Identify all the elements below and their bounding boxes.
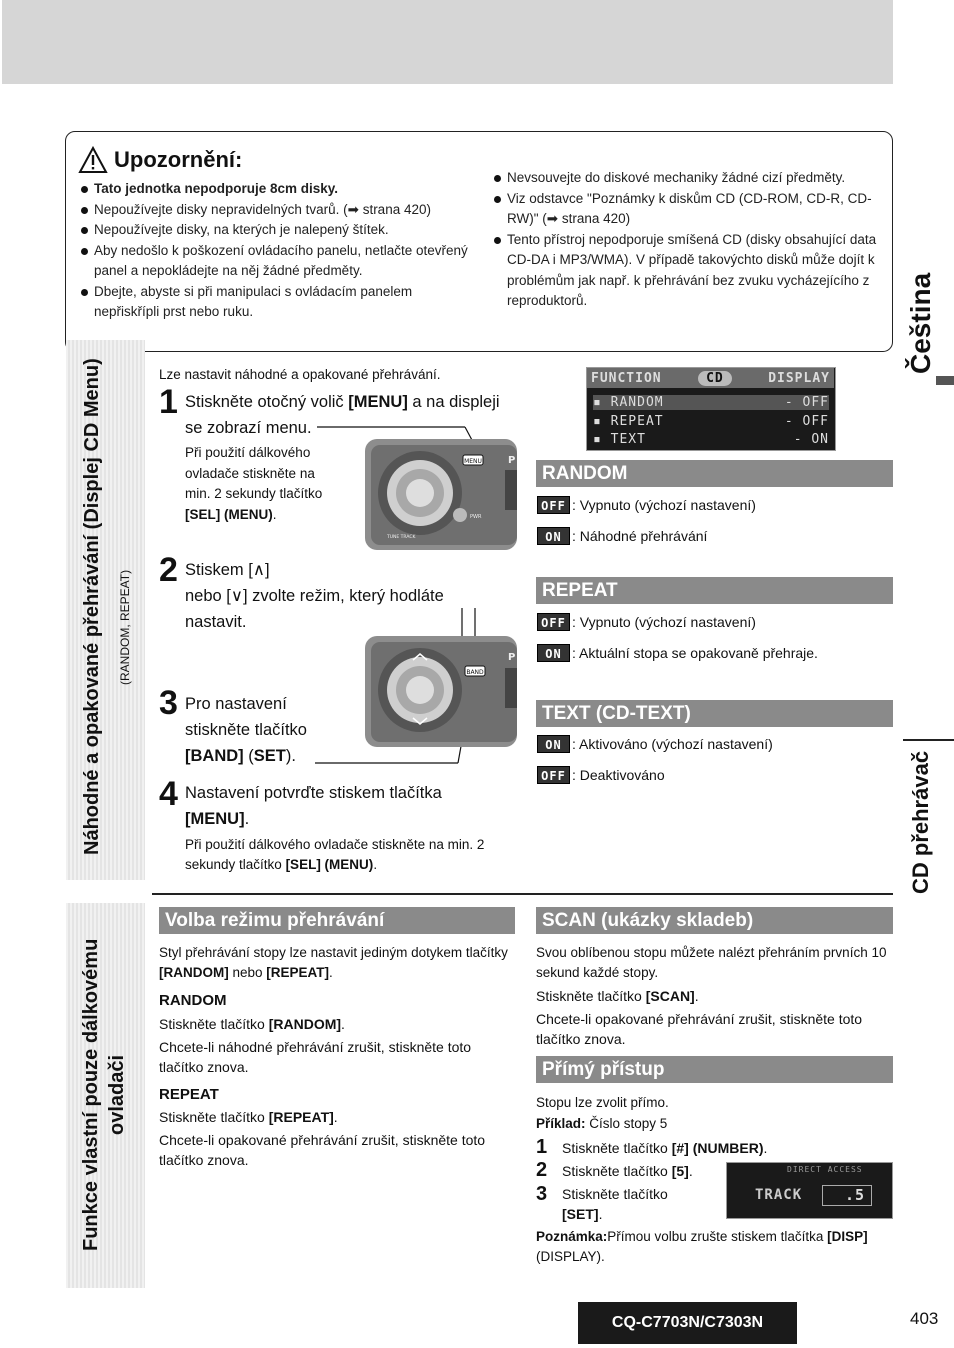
mode-repeat-heading: REPEAT (159, 1086, 219, 1103)
direct-note: Poznámka:Přímou volbu zrušte stiskem tlačítka [DISP] (DISPLAY). (536, 1229, 868, 1264)
text-option: ON : Aktivováno (výchozí nastavení) (537, 735, 773, 753)
repeat-option: ON : Aktuální stopa se opakovaně přehraje. (537, 644, 818, 662)
step-number: 1 (159, 383, 178, 421)
sidebar-title-menu: Náhodné a opakované přehrávání (Displej CD Menu) (81, 358, 103, 855)
page-number: 403 (910, 1309, 939, 1328)
random-option: OFF : Vypnuto (výchozí nastavení) (537, 496, 756, 514)
step-number: 3 (536, 1183, 548, 1205)
direct-intro: Stopu lze zvolit přímo. (536, 1095, 669, 1110)
step1-text: Stiskněte otočný volič [MENU] a na displeji se zobrazí menu. (185, 393, 500, 437)
on-badge: ON (537, 644, 570, 662)
direct-step3: Stiskněte tlačítko [SET]. (562, 1186, 668, 1222)
section-tab: CD přehrávač (908, 750, 933, 894)
step-number: 2 (159, 551, 178, 589)
down-arrow-icon: ∨ (230, 587, 243, 605)
scan-press: Stiskněte tlačítko [SCAN]. (536, 988, 699, 1004)
warning-item: Viz odstavce "Poznámky k diskům CD (CD-ROM, CD-R, CD-RW)" (➡ strana 420) (493, 189, 883, 230)
warning-item: Nepoužívejte disky, na kterých je nalepený štítek. (80, 220, 470, 241)
mode-random-text: Stiskněte tlačítko [RANDOM]. (159, 1016, 345, 1032)
direct-step1: Stiskněte tlačítko [#] (NUMBER). (562, 1140, 768, 1156)
up-arrow-icon: ∧ (252, 561, 265, 579)
model-number: CQ-C7703N/C7303N (578, 1302, 797, 1344)
on-badge: ON (537, 527, 570, 545)
device-label: P (508, 652, 516, 663)
lcd-direct-title: DIRECT ACCESS (787, 1165, 863, 1174)
off-badge: OFF (537, 766, 570, 784)
device-label: P (508, 455, 516, 466)
mode-repeat-text: Stiskněte tlačítko [REPEAT]. (159, 1109, 338, 1125)
lcd-row: ▪ RANDOM - OFF (593, 395, 829, 410)
mode-repeat-cancel: Chcete-li opakované přehrávání zrušit, stiskněte toto tlačítko znova. (159, 1132, 486, 1168)
mode-intro: Styl přehrávání stopy lze nastavit jediným dotykem tlačítky [RANDOM] nebo [REPEAT]. (159, 945, 508, 980)
step-number: 1 (536, 1136, 548, 1158)
step1-note: Při použití dálkového ovladače stiskněte na min. 2 sekundy tlačítko [SEL] (MENU). (185, 445, 323, 522)
top-banner (2, 0, 893, 84)
off-badge: OFF (537, 613, 570, 631)
sidebar-box-menu (66, 340, 145, 880)
lcd-direct-access (726, 1162, 893, 1219)
warning-item: Aby nedošlo k poškození ovládacího panelu, netlačte otevřený panel a nepokládejte na něj žádné předměty. (80, 241, 470, 282)
direct-step2: Stiskněte tlačítko [5]. (562, 1163, 693, 1179)
step3-text: Pro nastavení stiskněte tlačítko [BAND] (SET). (185, 695, 307, 765)
device-label: TUNE TRACK (387, 535, 416, 540)
mode-random-cancel: Chcete-li náhodné přehrávání zrušit, stiskněte toto tlačítko znova. (159, 1039, 472, 1075)
section-rule (152, 893, 893, 895)
language-tab: Čeština (905, 272, 936, 374)
scan-intro: Svou oblíbenou stopu můžete nalézt přehráním prvních 10 sekund každé stopy. (536, 945, 887, 980)
warning-list-right (493, 168, 883, 312)
device-label: PWR (470, 514, 482, 520)
mode-random-heading: RANDOM (159, 992, 227, 1009)
lcd-row: ▪ TEXT - ON (593, 432, 829, 447)
warning-item: Tento přístroj nepodporuje smíšená CD (disky obsahující data CD-DA i MP3/WMA). V případě takovýchto disků může dojít k problémům jak např. k přehrávání bez zvuku vycházejícího z reproduktorů. (493, 230, 883, 312)
direct-example: Příklad: Číslo stopy 5 (536, 1116, 668, 1131)
language-tab-marker (936, 376, 954, 385)
warning-triangle-icon (78, 146, 108, 174)
device-label: MENU (464, 458, 482, 465)
device-label: BAND (466, 669, 484, 676)
direct-header: Přímý přístup (536, 1056, 893, 1083)
scan-cancel: Chcete-li opakované přehrávání zrušit, stiskněte toto tlačítko znova. (536, 1011, 863, 1047)
random-header: RANDOM (536, 460, 893, 487)
step2-text: Stiskem [∧] nebo [∨] zvolte režim, který hodláte nastavit. (185, 561, 444, 631)
step-number: 4 (159, 775, 178, 813)
random-option: ON : Náhodné přehrávání (537, 527, 707, 545)
sidebar-subtitle-menu: (RANDOM, REPEAT) (118, 569, 132, 685)
warning-list-left (80, 179, 470, 323)
repeat-header: REPEAT (536, 577, 893, 604)
off-badge: OFF (537, 496, 570, 514)
scan-header: SCAN (ukázky skladeb) (536, 907, 893, 934)
text-header: TEXT (CD-TEXT) (536, 700, 893, 727)
section-divider (903, 739, 954, 741)
text-option: OFF : Deaktivováno (537, 766, 665, 784)
device-illustration-band (315, 608, 517, 765)
warning-item: Nepoužívejte disky nepravidelných tvarů. (➡ strana 420) (80, 200, 470, 221)
lcd-header: FUNCTION CD DISPLAY (587, 368, 834, 388)
lcd-function-menu (586, 367, 836, 451)
mode-header: Volba režimu přehrávání (159, 907, 515, 934)
device-illustration-menu (315, 425, 517, 550)
lcd-track-value: .5 (822, 1185, 872, 1206)
lcd-track-label: TRACK (755, 1187, 803, 1203)
step-number: 2 (536, 1159, 548, 1181)
warning-item: Dbejte, abyste si při manipulaci s ovládacím panelem nepřiskřípli prst nebo ruku. (80, 282, 470, 323)
on-badge: ON (537, 735, 570, 753)
warning-title: Upozornění: (78, 146, 242, 174)
sidebar-title-remote: Funkce vlastní pouze dálkovému ovladači (80, 938, 128, 1252)
warning-item: Nevsouvejte do diskové mechaniky žádné cizí předměty. (493, 168, 883, 189)
step4-note: Při použití dálkového ovladače stiskněte na min. 2 sekundy tlačítko [SEL] (MENU). (185, 837, 485, 872)
repeat-option: OFF : Vypnuto (výchozí nastavení) (537, 613, 756, 631)
menu-intro: Lze nastavit náhodné a opakované přehrávání. (159, 367, 441, 382)
step4-text: Nastavení potvrďte stiskem tlačítka [MENU]. (185, 784, 442, 828)
warning-item: Tato jednotka nepodporuje 8cm disky. (80, 179, 470, 200)
lcd-row: ▪ REPEAT - OFF (593, 414, 829, 429)
step-number: 3 (159, 684, 178, 722)
